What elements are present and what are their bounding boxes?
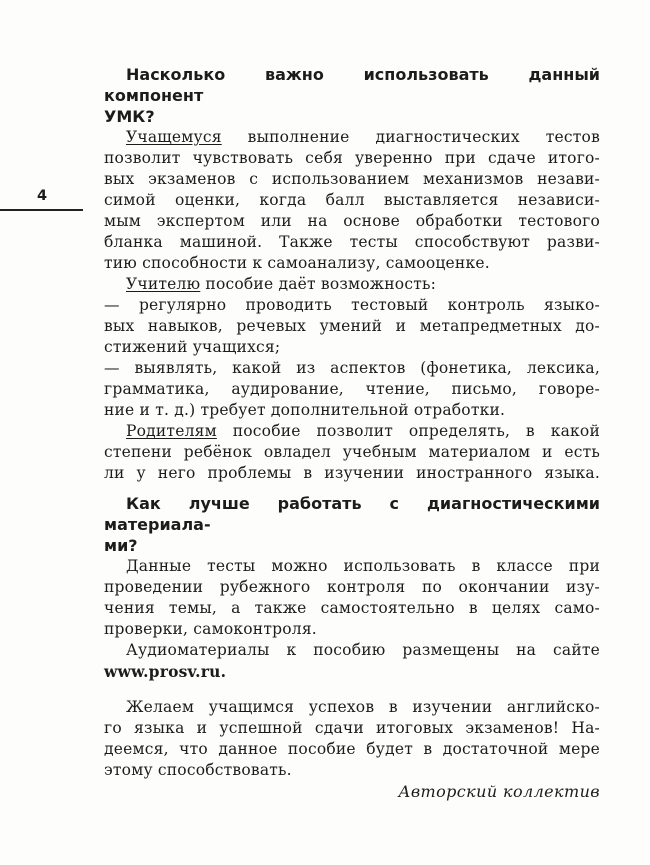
text-line: симой оценки, когда балл выставляется независи- [104, 191, 600, 209]
text-line [104, 274, 600, 295]
text-line: проведении рубежного контроля по окончании изу- [104, 578, 600, 596]
text-line: стижений учащихся; [104, 338, 281, 356]
list-item-reveal-aspects [104, 358, 600, 421]
heading-line: Насколько важно использовать данный компонент [104, 65, 600, 105]
text-line: — выявлять, какой из аспектов (фонетика, лексика, [104, 359, 600, 377]
text-line: бланка машиной. Также тесты способствуют разви- [104, 233, 600, 251]
text-line: грамматика, аудирование, чтение, письмо, говоре- [104, 380, 600, 398]
text-line [104, 661, 600, 683]
text-line: — регулярно проводить тестовый контроль языко- [104, 296, 600, 314]
section-heading-umk [104, 64, 600, 127]
paragraph-audio [104, 640, 600, 683]
underlined-term: Родителям [126, 422, 217, 440]
underlined-term: Учащемуся [126, 128, 222, 146]
text-line: Аудиоматериалы к пособию размещены на сайте [126, 641, 600, 659]
text-line: этому способствовать. [104, 761, 292, 779]
text-line [104, 127, 600, 148]
text-line: Данные тесты можно использовать в классе при [126, 557, 600, 575]
page-text-column [104, 64, 600, 802]
text-line: Желаем учащимся успехов в изучении английско- [126, 698, 600, 716]
author-signature: Авторский коллектив [398, 782, 600, 801]
paragraph-wish [104, 697, 600, 781]
text-line: мым экспертом или на основе обработки тестового [104, 212, 600, 230]
list-item-regular-control [104, 295, 600, 358]
paragraph-teacher [104, 274, 600, 295]
text-line: чения темы, а также самостоятельно в целях само- [104, 599, 600, 617]
text-line: деемся, что данное пособие будет в достаточной мере [104, 740, 600, 758]
text-line: позволит чувствовать себя уверенно при сдаче итого- [104, 149, 600, 167]
text-line: тию способности к самоанализу, самооценке. [104, 254, 490, 272]
text-line: ние и т. д.) требует дополнительной отработки. [104, 401, 506, 419]
text-line: го языка и успешной сдачи итоговых экзаменов! На- [104, 719, 600, 737]
text-after-url: . [220, 662, 227, 681]
text-line: вых навыков, речевых умений и метапредметных до- [104, 317, 600, 335]
paragraph-parents [104, 421, 600, 484]
paragraph-student [104, 127, 600, 274]
text-after-term: выполнение диагностических тестов [221, 128, 600, 146]
text-line: степени ребёнок овладел учебным материалом и есть [104, 443, 600, 461]
heading-line: ми? [104, 536, 138, 555]
page-number-rule [0, 209, 83, 211]
text-line: проверки, самоконтроля. [104, 620, 317, 638]
text-after-term: пособие позволит определять, в какой [216, 422, 600, 440]
paragraph-usage [104, 556, 600, 640]
text-line: ли у него проблемы в изучении иностранного языка. [104, 464, 600, 482]
section-heading-how-to-work [104, 493, 600, 556]
page-number: 4 [36, 188, 48, 204]
heading-line: УМК? [104, 107, 155, 126]
text-line [104, 421, 600, 442]
text-after-term: пособие даёт возможность: [200, 275, 437, 293]
site-url: www.prosv.ru [104, 662, 221, 681]
underlined-term: Учителю [126, 275, 201, 293]
heading-line: Как лучше работать с диагностическими материала- [104, 494, 600, 534]
text-line: вых экзаменов с использованием механизмов незави- [104, 170, 600, 188]
